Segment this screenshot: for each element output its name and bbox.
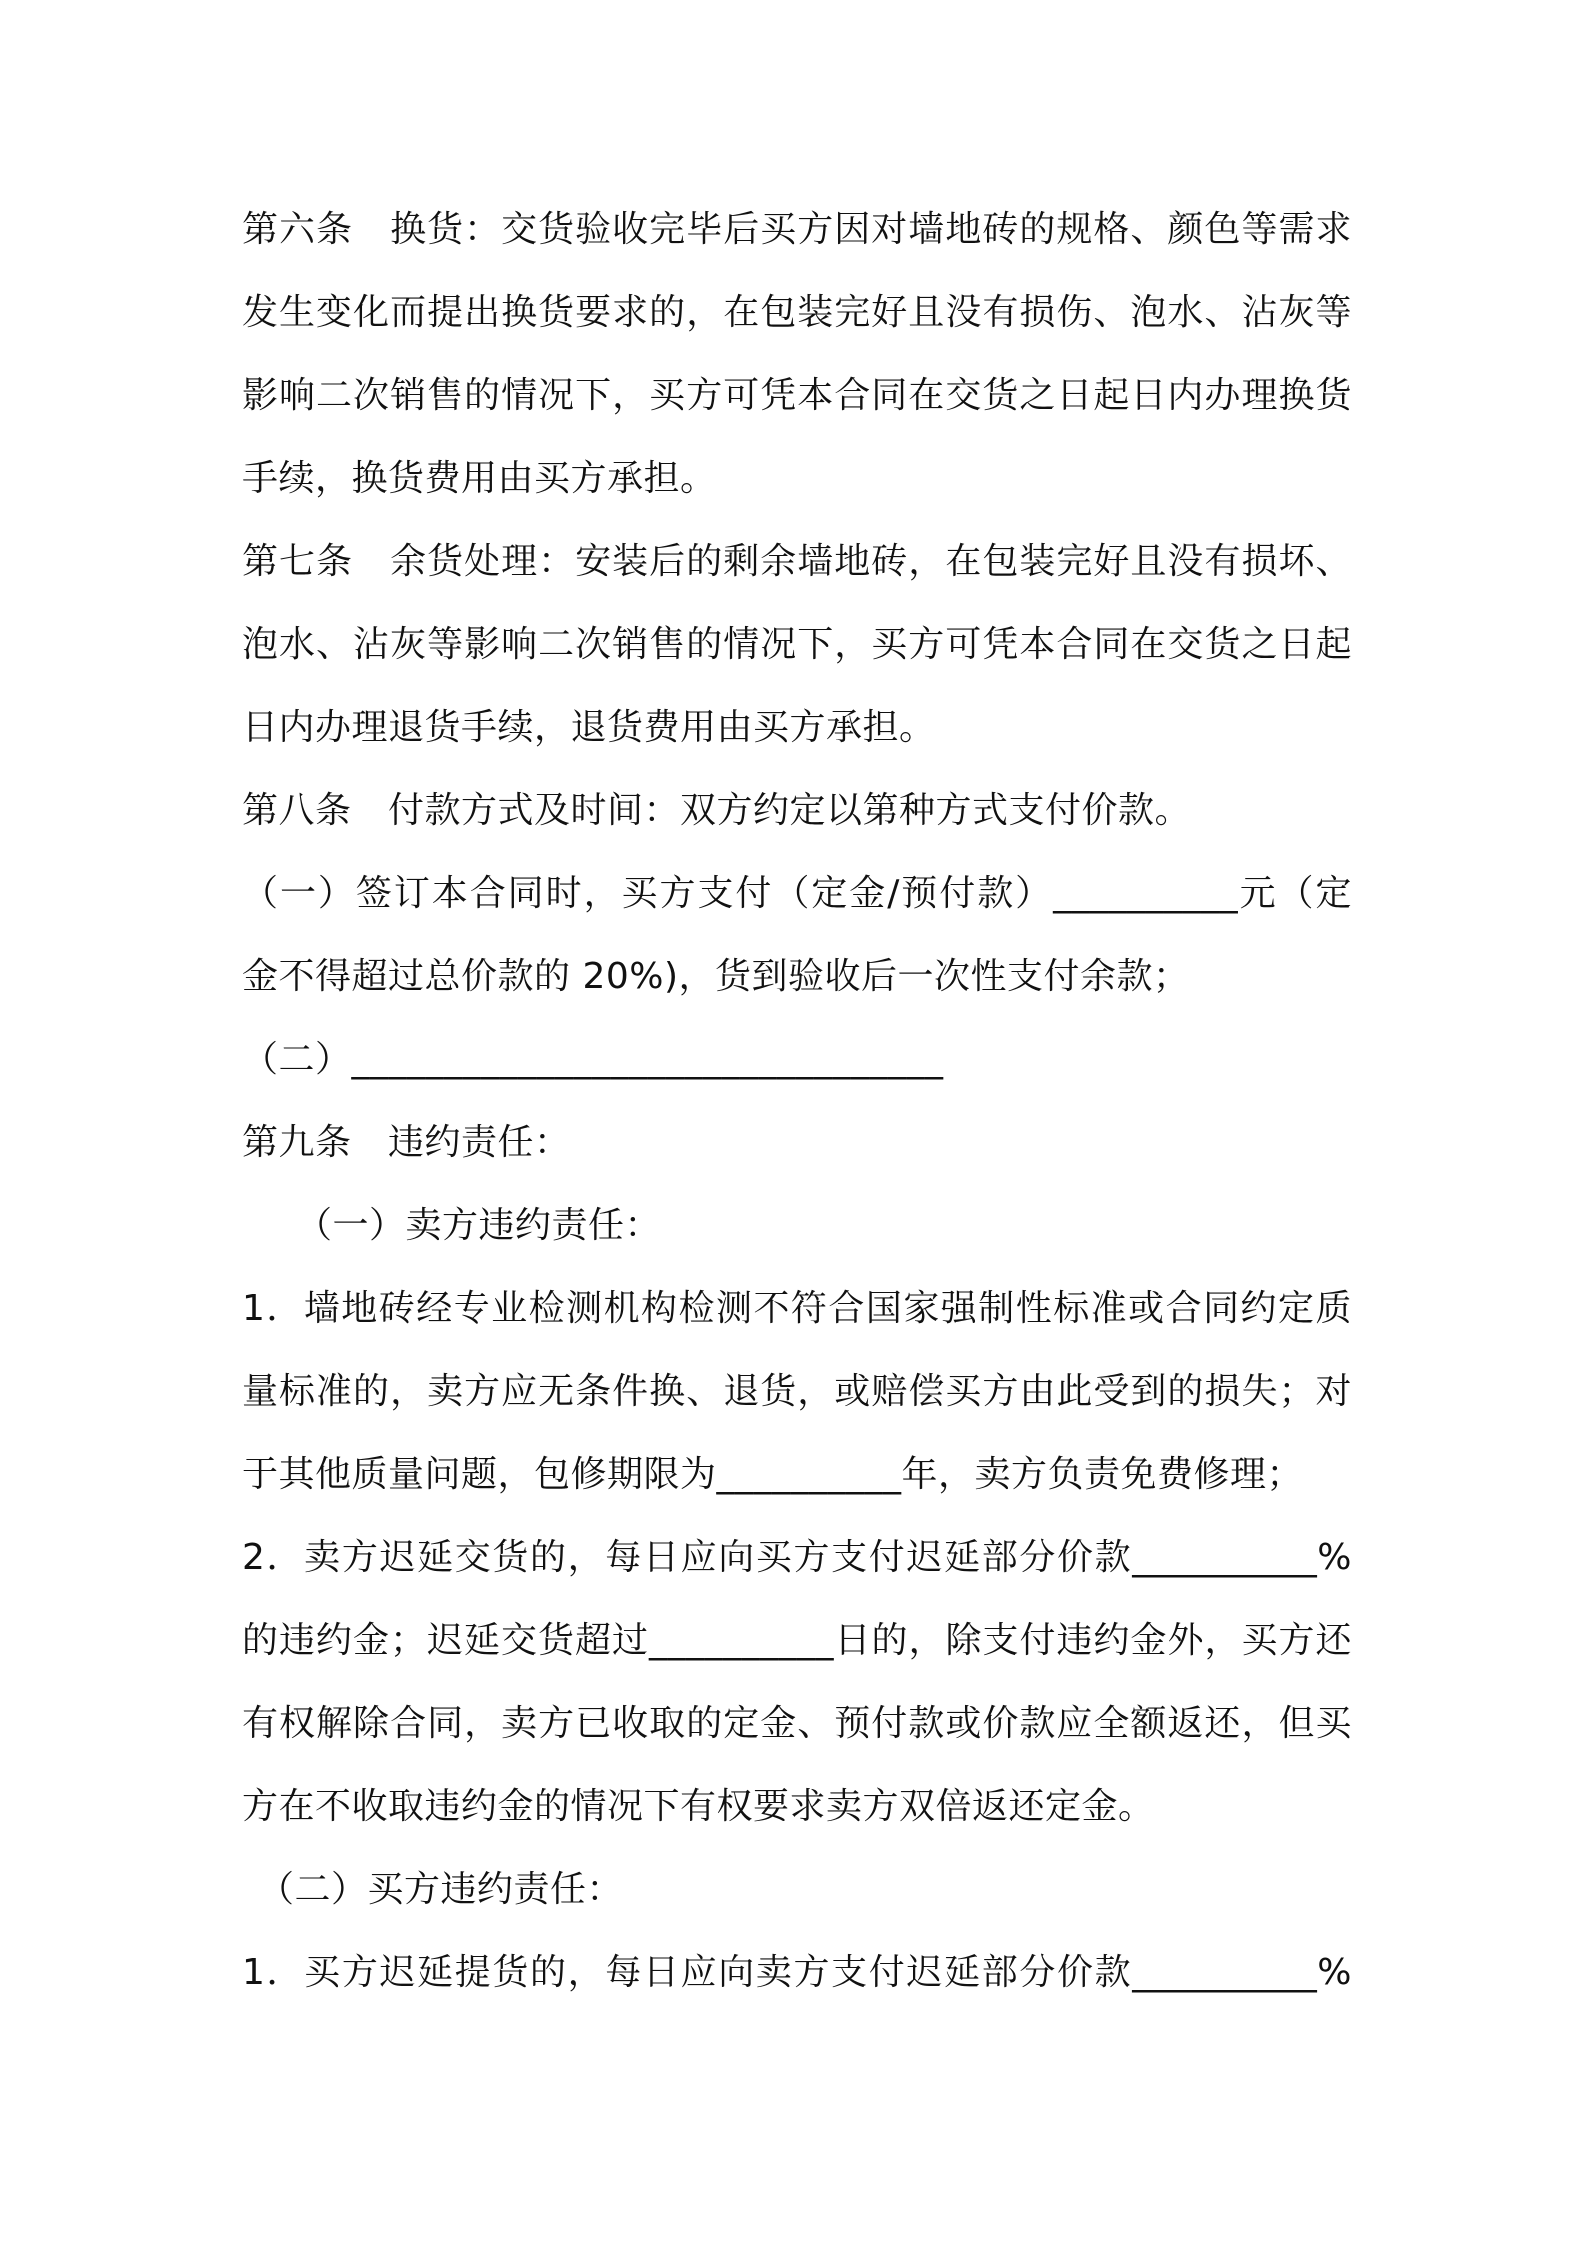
article-8-clause-2: （二）________________________________ <box>242 1039 944 1080</box>
article-6-line-4: 手续，换货费用由买方承担。 <box>242 458 717 499</box>
buyer-liability-heading: （二）买方违约责任： <box>258 1869 624 1910</box>
buyer-item-1-line-1: 1．买方迟延提货的，每日应向卖方支付迟延部分价款__________% <box>242 1952 1352 1993</box>
article-8-heading: 第八条 付款方式及时间：双方约定以第种方式支付价款。 <box>242 790 1192 831</box>
seller-item-1-line-3: 于其他质量问题，包修期限为__________年，卖方负责免费修理； <box>242 1454 1304 1495</box>
seller-item-2-line-2: 的违约金；迟延交货超过__________日的，除支付违约金外，买方还 <box>242 1620 1352 1661</box>
article-8-clause-1-line-2: 金不得超过总价款的 20%)，货到验收后一次性支付余款； <box>242 956 1190 997</box>
article-8-clause-1-line-1: （一）签订本合同时，买方支付（定金/预付款）__________元（定 <box>242 873 1352 914</box>
seller-item-1-line-2: 量标准的，卖方应无条件换、退货，或赔偿买方由此受到的损失；对 <box>242 1371 1352 1412</box>
article-9-heading: 第九条 违约责任： <box>242 1122 571 1163</box>
seller-item-2-line-4: 方在不收取违约金的情况下有权要求卖方双倍返还定金。 <box>242 1786 1155 1827</box>
seller-item-2-line-1: 2．卖方迟延交货的，每日应向买方支付迟延部分价款__________% <box>242 1537 1352 1578</box>
article-7-line-1: 第七条 余货处理：安装后的剩余墙地砖，在包装完好且没有损坏、 <box>242 541 1352 582</box>
article-6-line-3: 影响二次销售的情况下，买方可凭本合同在交货之日起日内办理换货 <box>242 375 1352 416</box>
article-7-line-2: 泡水、沾灰等影响二次销售的情况下，买方可凭本合同在交货之日起 <box>242 624 1352 665</box>
seller-item-1-line-1: 1．墙地砖经专业检测机构检测不符合国家强制性标准或合同约定质 <box>242 1288 1352 1329</box>
seller-item-2-line-3: 有权解除合同，卖方已收取的定金、预付款或价款应全额返还，但买 <box>242 1703 1352 1744</box>
article-6-line-2: 发生变化而提出换货要求的，在包装完好且没有损伤、泡水、沾灰等 <box>242 292 1352 333</box>
article-6-line-1: 第六条 换货：交货验收完毕后买方因对墙地砖的规格、颜色等需求 <box>242 209 1352 250</box>
article-7-line-3: 日内办理退货手续，退货费用由买方承担。 <box>242 707 936 748</box>
seller-liability-heading: （一）卖方违约责任： <box>296 1205 662 1246</box>
